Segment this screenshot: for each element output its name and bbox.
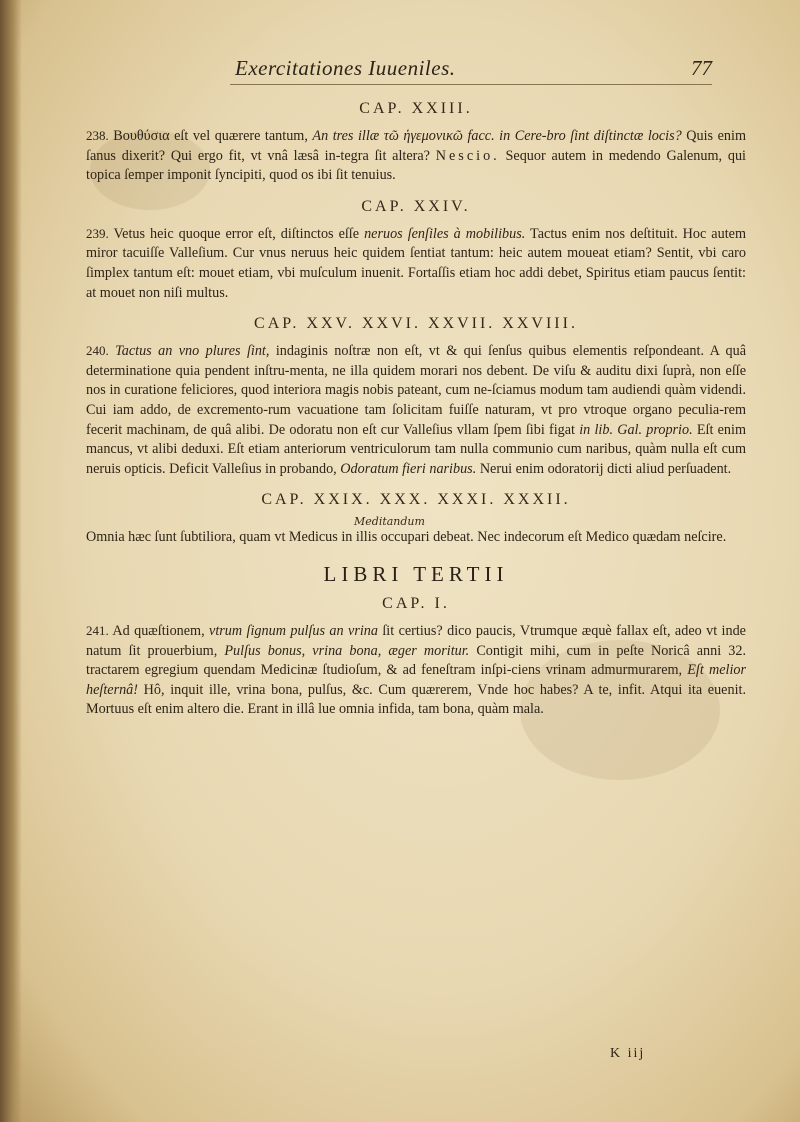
chapter-heading: CAP. XXIV. <box>361 197 471 215</box>
paragraph-238 <box>86 126 746 186</box>
paragraph-number: 240. <box>86 343 109 359</box>
greek-term: Βουθύσια <box>113 128 170 144</box>
italic-text: neruos ſenſiles à mobilibus. <box>364 225 526 242</box>
italic-text: Pulſus bonus, vrina bona, æger moritur. <box>224 642 470 659</box>
header-rule <box>230 84 712 85</box>
paragraph-text: Ad quæſtionem, <box>108 622 210 639</box>
paragraph-unnumbered <box>86 528 746 548</box>
paragraph-text: Eſt enim mancus, vt alibi deduxi. Eſt etiam anteriorum ventriculorum tam nulla communio cum naribus, quàm nulla eſt cum neruis opticis. Deficit Valleſius in probando, <box>86 421 746 477</box>
paragraph-239 <box>86 224 746 303</box>
italic-text: in lib. Gal. proprio. <box>579 421 693 438</box>
paragraph-text: Nerui enim odoratorij dicti aliud perſuadent. <box>476 460 732 477</box>
paragraph-text: ſit certius? dico paucis, Vtrumque æquè fallax eſt, adeo vt inde natum ſit prouerbium, <box>86 622 746 659</box>
chapter-heading: CAP. XXIX. XXX. XXXI. XXXII. <box>261 491 571 509</box>
paragraph-text: indaginis noſtræ non eſt, vt & qui ſenſus quibus elementis reſpondeant. A quâ determinatione quia pendent inſtru-menta, ne illa quidem morari nos debent. De viſu & auditu dixi ſuprà, non eſſe nos in curatione feliciores, quod interiora magis nobis pateant, cum ne-ſciamus modum tam audiendi quàm videndi. Cui iam addo, de excremento-rum vacuatione tam ſolicitam fuiſſe naturam, vt pro vtroque organo peculia-rem fecerit machinam, de quâ alibi. De odoratu non eſt cur Valleſius vllam ſpem ſibi figat <box>86 343 746 438</box>
chapter-heading: CAP. XXV. XXVI. XXVII. XXVIII. <box>254 315 578 333</box>
italic-text: Eſt melior heſternâ! <box>86 662 747 698</box>
paragraph-text: Quis enim ſanus dixerit? Qui ergo fit, vt vnâ læsâ in-tegra ſit altera? <box>86 128 746 164</box>
paragraph-text: Vetus heic quoque error eſt, diſtinctos eſſe <box>108 225 365 242</box>
running-head <box>235 56 712 84</box>
text-block <box>86 100 746 720</box>
paragraph-240 <box>86 341 746 479</box>
italic-text: Odoratum fieri naribus. <box>340 460 477 477</box>
small-caps-text: Nescio. <box>435 147 500 164</box>
signature-mark: K iij <box>610 1046 646 1061</box>
italic-text: Tactus an vno plures ſint, <box>115 343 270 360</box>
chapter-heading: CAP. I. <box>382 594 450 612</box>
paragraph-number: 241. <box>86 622 109 638</box>
running-title: Exercitationes Iuueniles. <box>235 56 456 80</box>
book-title: LIBRI TERTII <box>323 561 509 586</box>
chapter-heading: CAP. XXIII. <box>359 100 473 117</box>
paragraph-number: 239. <box>86 225 109 241</box>
handwritten-annotation: Meditandum <box>354 515 425 529</box>
paragraph-text: Contigit mihi, cum in peſte Noricâ anni 32. tractarem egregium quendam Medicinæ ſtudioſum, & ad feneſtram inſpi-ciens vrinam admurmurarem, <box>86 642 747 679</box>
paragraph-text: Sequor autem in medendo Galenum, qui topica ſemper imponit ſyncipiti, quod os ibi ſit tenuius. <box>86 147 746 184</box>
page-number: 77 <box>691 56 712 80</box>
italic-text: An tres illæ τῶ ἡγεμονικῶ facc. in Cere-bro ſint diſtinctæ locis? <box>312 128 682 144</box>
book-spine-shadow <box>0 0 22 1122</box>
italic-text: vtrum ſignum pulſus an vrina <box>209 622 378 639</box>
paragraph-text: Tactus enim nos deſtituit. Hoc autem miror tacuiſſe Valleſium. Cur vnus neruus heic quidem ſentiat tantum: heic autem moueat etiam? Sentit, vbi caro ſimplex tantum eſt: mouet etiam, vbi muſculum inuenit. Fortaſſis etiam hoc addi debet, Spiritus etiam paucus ſentit: at mouet non niſi multus. <box>86 225 746 301</box>
paragraph-241 <box>86 621 746 720</box>
paragraph-text: Omnia hæc ſunt ſubtiliora, quam vt Medicus in illis occupari debeat. Nec indecorum eſt Medico quædam neſcire. <box>86 529 727 546</box>
paragraph-number: 238. <box>86 128 109 143</box>
paragraph-text: Hô, inquit ille, vrina bona, pulſus, &c. Cum quærerem, Vnde hoc habes? A te, infit. Atqui ita euenit. Mortuus eſt enim altero die. Erant in illâ lue omnia infida, tam bona, quàm mala. <box>86 681 746 718</box>
paragraph-text: eſt vel quærere tantum, <box>169 128 313 144</box>
